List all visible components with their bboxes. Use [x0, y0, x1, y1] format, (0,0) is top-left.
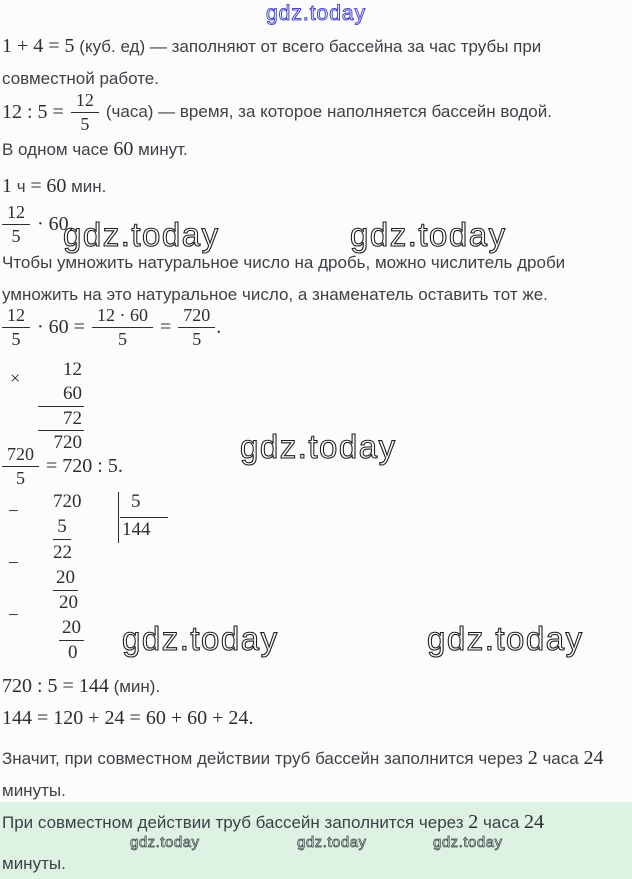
result-minutes-unit: (мин). [113, 677, 161, 696]
eq-hour-equals: = [30, 175, 42, 197]
watermark-brand: gdz.today [240, 428, 397, 465]
division-bracket-vertical [118, 492, 119, 543]
conclusion-post: минуты. [2, 781, 66, 800]
result-minutes [2, 673, 160, 700]
eq-hour-n2: 60 [46, 175, 67, 197]
fraction-numerator: 12 · 60 [92, 305, 153, 328]
mult-factor1: 12 [63, 359, 82, 380]
step-time [2, 88, 552, 136]
mult-factor2: 60 [63, 383, 82, 404]
division-bracket-horizontal [120, 517, 168, 518]
division-subtrahend-3: 20 [59, 618, 84, 641]
step-sum [2, 30, 582, 95]
fraction-denominator: 5 [11, 328, 21, 349]
watermark-brand-small: gdz.today [130, 834, 200, 851]
answer-pre: При совместном действии труб бассейн заполнится через [2, 813, 464, 832]
fraction-720-5 [178, 305, 215, 350]
eq-hour-minutes [2, 174, 106, 199]
watermark-brand: gdz.today [122, 620, 279, 657]
watermark-brand: gdz.today [350, 216, 507, 253]
fraction-12-5 [71, 90, 99, 135]
fraction-numerator: 720 [2, 444, 39, 467]
division-quotient: 144 [122, 519, 151, 540]
watermark-brand-small: gdz.today [433, 834, 503, 851]
fraction-denominator: 5 [117, 328, 127, 349]
division-dividend: 720 [53, 491, 82, 512]
conclusion-hours: 2 [527, 747, 538, 769]
division-remainder-1: 22 [53, 542, 72, 563]
equation-chain-mid1: · 60 = [37, 315, 85, 338]
conclusion-minutes: 24 [583, 747, 604, 769]
fraction-12x60-5 [92, 305, 153, 350]
conclusion-pre: Значит, при совместном действии труб бассейн заполнится через [2, 749, 523, 768]
fraction-720-5 [2, 444, 39, 489]
fraction-12-5 [2, 305, 30, 350]
math-sum: 1 + 4 = 5 [2, 35, 75, 57]
minus-sign: − [8, 501, 19, 522]
multiply-sign: × [10, 368, 21, 388]
division-remainder-2: 20 [59, 592, 78, 613]
eq-hour-unit2: мин. [71, 177, 107, 196]
fraction-12-5 [2, 202, 30, 247]
fraction-numerator: 12 [71, 90, 99, 113]
answer-hours: 2 [468, 811, 479, 833]
decomposition-equation: 144 = 120 + 24 = 60 + 60 + 24. [2, 707, 254, 729]
eq-hour-n1: 1 [2, 175, 12, 197]
multiplication-column [38, 358, 84, 454]
note-hour-post: минут. [138, 140, 188, 159]
watermark-brand-top: gdz.today [266, 2, 367, 25]
division-divisor: 5 [131, 491, 141, 512]
answer-line1 [2, 809, 544, 836]
answer-line2: минуты. [2, 854, 66, 873]
equation-chain-period: . [216, 315, 222, 338]
fraction-denominator: 5 [11, 225, 21, 246]
conclusion-text [2, 742, 627, 807]
answer-minutes: 24 [524, 811, 545, 833]
watermark-brand: gdz.today [63, 216, 220, 253]
result-minutes-math: 720 : 5 = 144 [2, 675, 109, 697]
conclusion-mid: часа [542, 749, 579, 768]
watermark-brand-small: gdz.today [297, 834, 367, 851]
fraction-denominator: 5 [192, 328, 202, 349]
equation-to-division [2, 442, 123, 490]
long-division [0, 490, 210, 668]
minus-sign: − [8, 605, 19, 626]
fraction-numerator: 12 [2, 202, 30, 225]
step-time-text: (часа) — время, за которое наполняется бассейн водой. [105, 102, 552, 121]
answer-mid: часа [483, 813, 520, 832]
fraction-denominator: 5 [80, 113, 90, 134]
note-hour [2, 137, 188, 162]
division-subtrahend-2: 20 [53, 568, 78, 591]
note-hour-number: 60 [113, 138, 134, 160]
equation-chain-mid2: = [159, 315, 172, 338]
rule-text: Чтобы умножить натуральное число на дробь, можно числитель дроби умножить на это натуральное число, а знаменатель оставить тот же. [2, 253, 566, 304]
equation-to-division-rhs: = 720 : 5. [46, 454, 123, 477]
mult-partial: 72 [38, 406, 84, 430]
fraction-denominator: 5 [16, 467, 25, 488]
step-sum-text: (куб. ед) — заполняют от всего бассейна за час трубы при совместной работе. [2, 37, 542, 88]
note-hour-pre: В одном часе [2, 140, 109, 159]
mult-product: 720 [38, 430, 84, 454]
division-remainder-final: 0 [68, 642, 78, 663]
division-subtrahend-1: 5 [53, 517, 71, 540]
watermark-brand: gdz.today [427, 620, 584, 657]
expr-fraction-times-60 [2, 200, 74, 248]
minus-sign: − [8, 553, 19, 574]
answer-box [0, 802, 632, 879]
expr-times-60: · 60. [37, 212, 74, 235]
eq-hour-unit1: ч [16, 177, 26, 196]
equation-chain [2, 303, 221, 351]
fraction-numerator: 720 [178, 305, 215, 328]
fraction-numerator: 12 [2, 305, 30, 328]
math-division-lhs: 12 : 5 = [2, 100, 64, 123]
